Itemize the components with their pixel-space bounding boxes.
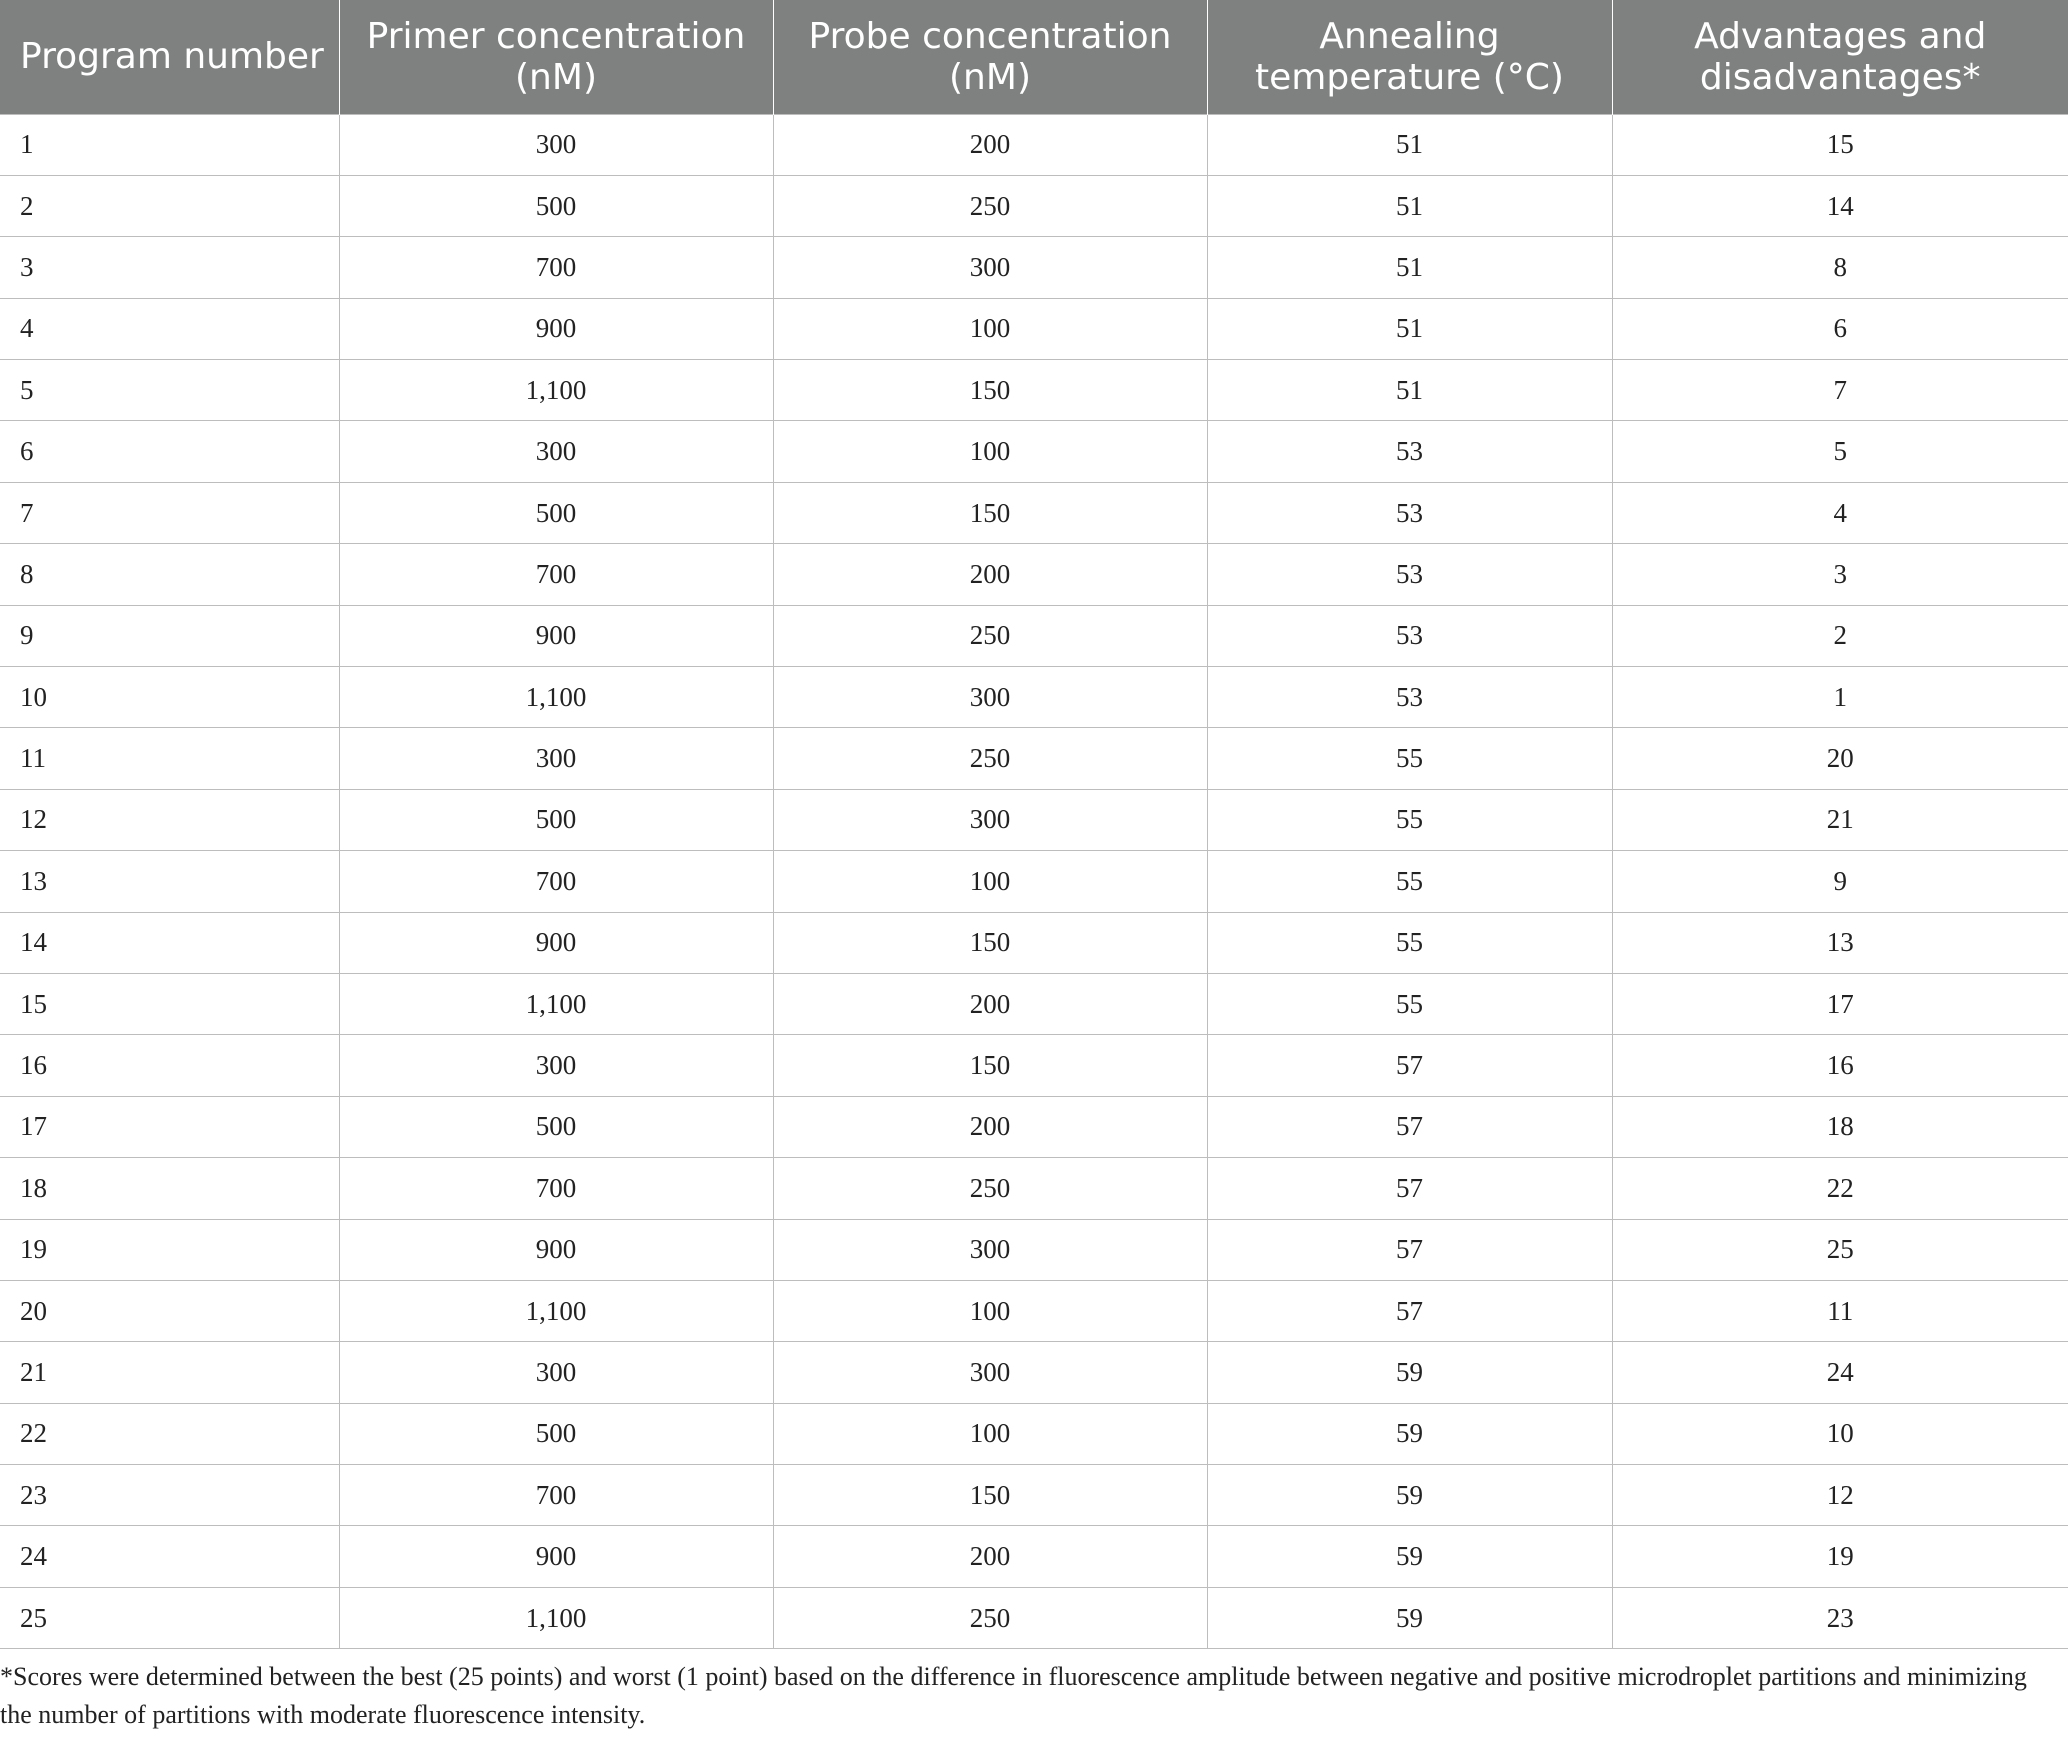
- cell-annealing-temperature: 53: [1207, 605, 1612, 666]
- table-row: [0, 114, 2068, 175]
- table-row: [0, 1342, 2068, 1403]
- cell-probe-concentration: 150: [773, 482, 1207, 543]
- cell-primer-concentration: 700: [339, 544, 773, 605]
- cell-score: 11: [1612, 1280, 2068, 1341]
- table-row: [0, 1096, 2068, 1157]
- cell-score: 12: [1612, 1465, 2068, 1526]
- table-row: [0, 1587, 2068, 1648]
- cell-primer-concentration: 1,100: [339, 1280, 773, 1341]
- cell-annealing-temperature: 59: [1207, 1342, 1612, 1403]
- cell-annealing-temperature: 53: [1207, 667, 1612, 728]
- header-row: [0, 0, 2068, 114]
- cell-score: 15: [1612, 114, 2068, 175]
- cell-primer-concentration: 700: [339, 851, 773, 912]
- cell-primer-concentration: 500: [339, 1096, 773, 1157]
- cell-primer-concentration: 900: [339, 605, 773, 666]
- cell-annealing-temperature: 55: [1207, 728, 1612, 789]
- cell-annealing-temperature: 59: [1207, 1403, 1612, 1464]
- cell-program-number: 19: [0, 1219, 339, 1280]
- cell-annealing-temperature: 53: [1207, 482, 1612, 543]
- cell-program-number: 17: [0, 1096, 339, 1157]
- cell-probe-concentration: 100: [773, 298, 1207, 359]
- cell-program-number: 7: [0, 482, 339, 543]
- cell-probe-concentration: 100: [773, 851, 1207, 912]
- cell-annealing-temperature: 57: [1207, 1280, 1612, 1341]
- cell-program-number: 5: [0, 360, 339, 421]
- table-row: [0, 298, 2068, 359]
- cell-score: 10: [1612, 1403, 2068, 1464]
- cell-annealing-temperature: 55: [1207, 973, 1612, 1034]
- cell-program-number: 24: [0, 1526, 339, 1587]
- cell-annealing-temperature: 55: [1207, 789, 1612, 850]
- table-row: [0, 175, 2068, 236]
- cell-score: 18: [1612, 1096, 2068, 1157]
- header-primer-concentration: Primer concentration (nM): [339, 0, 773, 114]
- cell-primer-concentration: 300: [339, 114, 773, 175]
- cell-primer-concentration: 700: [339, 1465, 773, 1526]
- cell-primer-concentration: 900: [339, 1219, 773, 1280]
- table-row: [0, 360, 2068, 421]
- cell-annealing-temperature: 57: [1207, 1096, 1612, 1157]
- cell-annealing-temperature: 59: [1207, 1587, 1612, 1648]
- cell-probe-concentration: 250: [773, 728, 1207, 789]
- cell-score: 9: [1612, 851, 2068, 912]
- cell-probe-concentration: 250: [773, 1158, 1207, 1219]
- header-advantages-disadvantages: Advantages and disadvantages*: [1612, 0, 2068, 114]
- cell-annealing-temperature: 51: [1207, 360, 1612, 421]
- cell-score: 13: [1612, 912, 2068, 973]
- cell-score: 6: [1612, 298, 2068, 359]
- table-header: [0, 0, 2068, 114]
- cell-score: 23: [1612, 1587, 2068, 1648]
- table-row: [0, 912, 2068, 973]
- table-row: [0, 421, 2068, 482]
- cell-annealing-temperature: 59: [1207, 1526, 1612, 1587]
- cell-primer-concentration: 1,100: [339, 667, 773, 728]
- cell-annealing-temperature: 55: [1207, 912, 1612, 973]
- cell-annealing-temperature: 55: [1207, 851, 1612, 912]
- cell-program-number: 3: [0, 237, 339, 298]
- cell-probe-concentration: 150: [773, 360, 1207, 421]
- cell-program-number: 13: [0, 851, 339, 912]
- cell-program-number: 22: [0, 1403, 339, 1464]
- cell-score: 3: [1612, 544, 2068, 605]
- cell-probe-concentration: 300: [773, 1219, 1207, 1280]
- cell-score: 4: [1612, 482, 2068, 543]
- table-footnote: *Scores were determined between the best (25 points) and worst (1 point) based on the difference in fluorescence amplitude between negative and positive microdroplet partitions and minimizing the number of partitions with moderate fluorescence intensity.: [0, 1662, 2027, 1729]
- cell-probe-concentration: 150: [773, 912, 1207, 973]
- table-row: [0, 789, 2068, 850]
- cell-program-number: 4: [0, 298, 339, 359]
- cell-probe-concentration: 250: [773, 175, 1207, 236]
- cell-program-number: 21: [0, 1342, 339, 1403]
- cell-probe-concentration: 250: [773, 605, 1207, 666]
- table-row: [0, 237, 2068, 298]
- cell-score: 1: [1612, 667, 2068, 728]
- cell-score: 2: [1612, 605, 2068, 666]
- cell-primer-concentration: 700: [339, 237, 773, 298]
- table-row: [0, 973, 2068, 1034]
- cell-score: 20: [1612, 728, 2068, 789]
- table-row: [0, 605, 2068, 666]
- cell-primer-concentration: 300: [339, 728, 773, 789]
- cell-score: 21: [1612, 789, 2068, 850]
- cell-score: 17: [1612, 973, 2068, 1034]
- cell-primer-concentration: 300: [339, 421, 773, 482]
- cell-score: 19: [1612, 1526, 2068, 1587]
- cell-annealing-temperature: 51: [1207, 175, 1612, 236]
- cell-score: 24: [1612, 1342, 2068, 1403]
- cell-score: 14: [1612, 175, 2068, 236]
- cell-annealing-temperature: 57: [1207, 1219, 1612, 1280]
- table-row: [0, 1158, 2068, 1219]
- cell-score: 8: [1612, 237, 2068, 298]
- cell-probe-concentration: 100: [773, 1403, 1207, 1464]
- cell-annealing-temperature: 57: [1207, 1035, 1612, 1096]
- cell-primer-concentration: 300: [339, 1342, 773, 1403]
- cell-primer-concentration: 1,100: [339, 973, 773, 1034]
- cell-score: 22: [1612, 1158, 2068, 1219]
- table-row: [0, 667, 2068, 728]
- cell-probe-concentration: 150: [773, 1465, 1207, 1526]
- cell-score: 5: [1612, 421, 2068, 482]
- cell-primer-concentration: 1,100: [339, 360, 773, 421]
- cell-program-number: 11: [0, 728, 339, 789]
- table-row: [0, 1219, 2068, 1280]
- cell-program-number: 9: [0, 605, 339, 666]
- cell-probe-concentration: 150: [773, 1035, 1207, 1096]
- cell-primer-concentration: 500: [339, 1403, 773, 1464]
- cell-program-number: 8: [0, 544, 339, 605]
- cell-primer-concentration: 300: [339, 1035, 773, 1096]
- cell-probe-concentration: 200: [773, 973, 1207, 1034]
- cell-program-number: 23: [0, 1465, 339, 1526]
- cell-primer-concentration: 1,100: [339, 1587, 773, 1648]
- cell-annealing-temperature: 51: [1207, 298, 1612, 359]
- cell-probe-concentration: 200: [773, 544, 1207, 605]
- cell-probe-concentration: 200: [773, 114, 1207, 175]
- cell-program-number: 25: [0, 1587, 339, 1648]
- header-annealing-temperature: Annealing temperature (°C): [1207, 0, 1612, 114]
- cell-program-number: 2: [0, 175, 339, 236]
- table-row: [0, 1465, 2068, 1526]
- table-row: [0, 482, 2068, 543]
- table-row: [0, 851, 2068, 912]
- cell-program-number: 6: [0, 421, 339, 482]
- cell-program-number: 12: [0, 789, 339, 850]
- cell-primer-concentration: 500: [339, 789, 773, 850]
- cell-probe-concentration: 300: [773, 789, 1207, 850]
- cell-primer-concentration: 900: [339, 298, 773, 359]
- cell-score: 7: [1612, 360, 2068, 421]
- cell-probe-concentration: 300: [773, 237, 1207, 298]
- cell-annealing-temperature: 59: [1207, 1465, 1612, 1526]
- header-program-number: Program number: [0, 0, 339, 114]
- cell-primer-concentration: 700: [339, 1158, 773, 1219]
- cell-program-number: 20: [0, 1280, 339, 1341]
- cell-annealing-temperature: 51: [1207, 237, 1612, 298]
- table-row: [0, 1526, 2068, 1587]
- cell-annealing-temperature: 51: [1207, 114, 1612, 175]
- cell-probe-concentration: 200: [773, 1096, 1207, 1157]
- cell-program-number: 14: [0, 912, 339, 973]
- cell-annealing-temperature: 53: [1207, 421, 1612, 482]
- cell-probe-concentration: 100: [773, 421, 1207, 482]
- cell-probe-concentration: 300: [773, 1342, 1207, 1403]
- cell-program-number: 16: [0, 1035, 339, 1096]
- cell-primer-concentration: 900: [339, 912, 773, 973]
- cell-probe-concentration: 200: [773, 1526, 1207, 1587]
- cell-program-number: 10: [0, 667, 339, 728]
- header-probe-concentration: Probe concentration (nM): [773, 0, 1207, 114]
- cell-annealing-temperature: 57: [1207, 1158, 1612, 1219]
- table-row: [0, 1403, 2068, 1464]
- cell-program-number: 18: [0, 1158, 339, 1219]
- table-row: [0, 728, 2068, 789]
- cell-program-number: 1: [0, 114, 339, 175]
- cell-probe-concentration: 300: [773, 667, 1207, 728]
- cell-score: 25: [1612, 1219, 2068, 1280]
- cell-probe-concentration: 250: [773, 1587, 1207, 1648]
- cell-probe-concentration: 100: [773, 1280, 1207, 1341]
- cell-primer-concentration: 900: [339, 1526, 773, 1587]
- cell-primer-concentration: 500: [339, 175, 773, 236]
- table-row: [0, 544, 2068, 605]
- cell-annealing-temperature: 53: [1207, 544, 1612, 605]
- cell-primer-concentration: 500: [339, 482, 773, 543]
- cell-score: 16: [1612, 1035, 2068, 1096]
- table-row: [0, 1280, 2068, 1341]
- table-row: [0, 1035, 2068, 1096]
- table-body: [0, 114, 2068, 1649]
- cell-program-number: 15: [0, 973, 339, 1034]
